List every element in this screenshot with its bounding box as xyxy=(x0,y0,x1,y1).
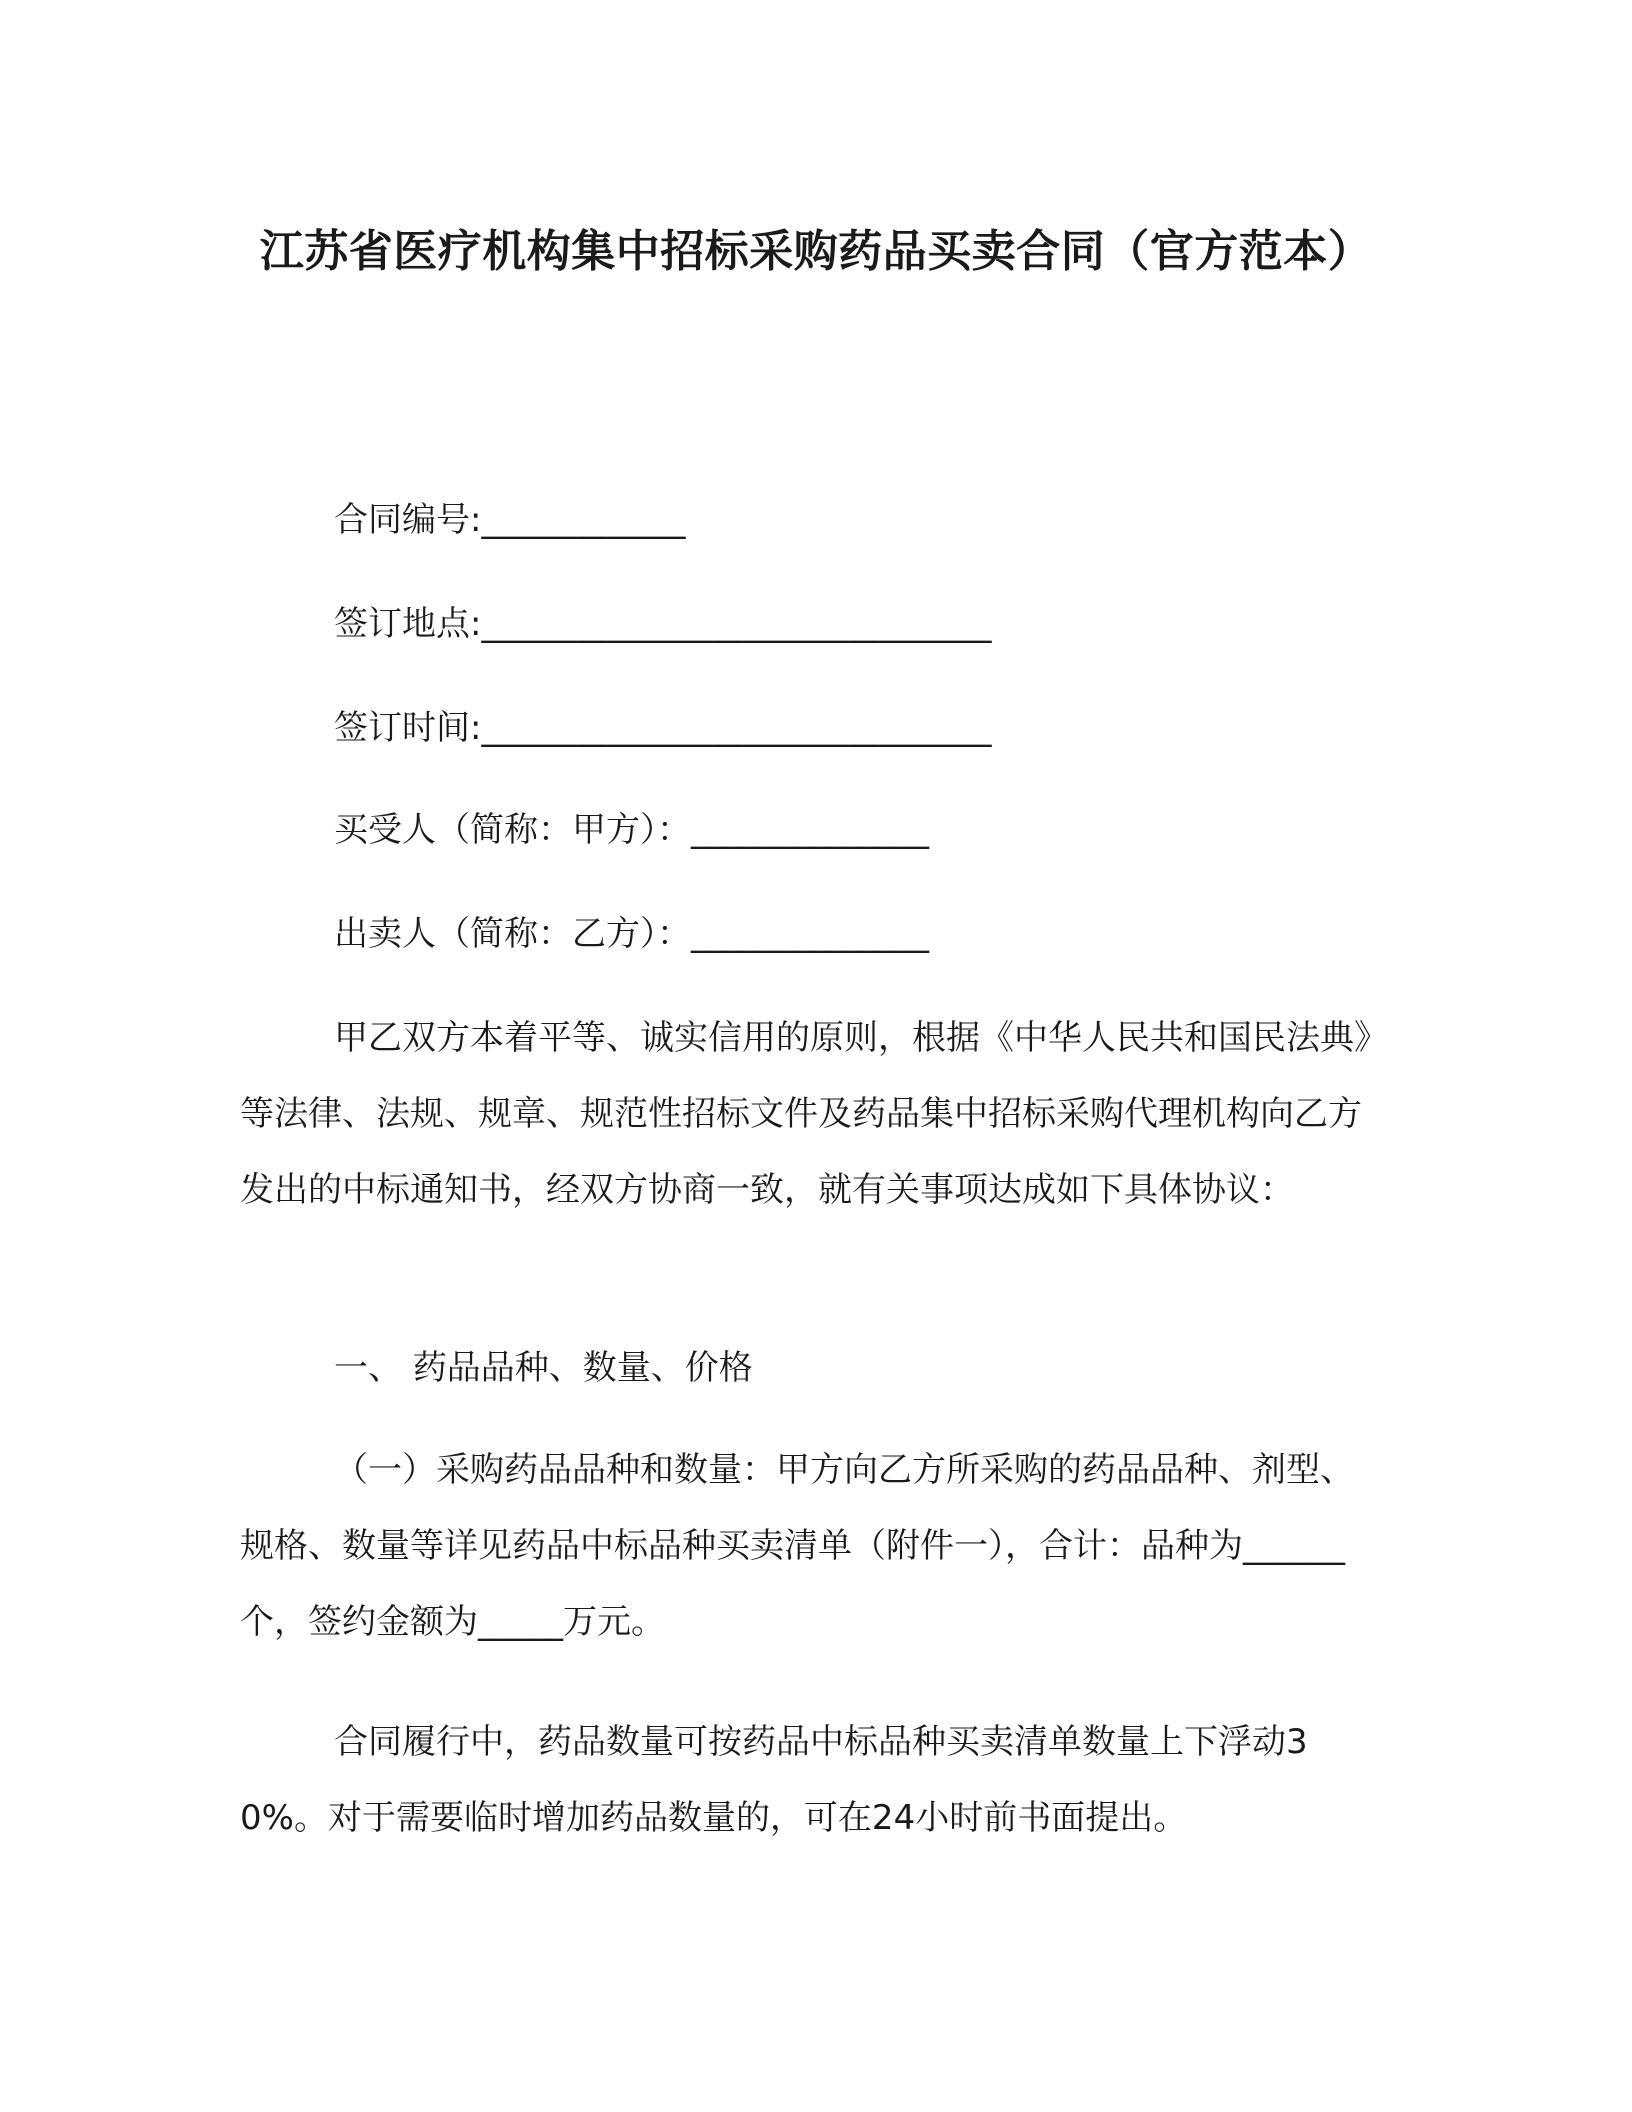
buyer-field: 买受人（简称：甲方）：______________ xyxy=(334,810,929,850)
section-heading: 一、 药品品种、数量、价格 xyxy=(334,1348,753,1388)
section-note-paragraph: 合同履行中，药品数量可按药品中标品种买卖清单数量上下浮动30%。对于需要临时增加药品数量的，可在24小时前书面提出。 xyxy=(240,1722,1308,1838)
seller-field: 出卖人（简称：乙方）：______________ xyxy=(334,914,929,954)
sign-place-field: 签订地点:______________________________ xyxy=(334,604,992,644)
document-title: 江苏省医疗机构集中招标采购药品买卖合同（官方范本） xyxy=(259,226,1373,277)
intro-paragraph: 甲乙双方本着平等、诚实信用的原则，根据《中华人民共和国民法典》等法律、法规、规章、规范性招标文件及药品集中招标采购代理机构向乙方发出的中标通知书，经双方协商一致，就有关事项达成如下具体协议： xyxy=(240,1018,1371,1210)
sign-time-field: 签订时间:______________________________ xyxy=(334,708,992,748)
section-paragraph: （一）采购药品品种和数量：甲方向乙方所采购的药品品种、剂型、规格、数量等详见药品中标品种买卖清单（附件一），合计：品种为______个，签约金额为_____万元。 xyxy=(240,1450,1354,1642)
contract-number-field: 合同编号:____________ xyxy=(334,500,686,540)
